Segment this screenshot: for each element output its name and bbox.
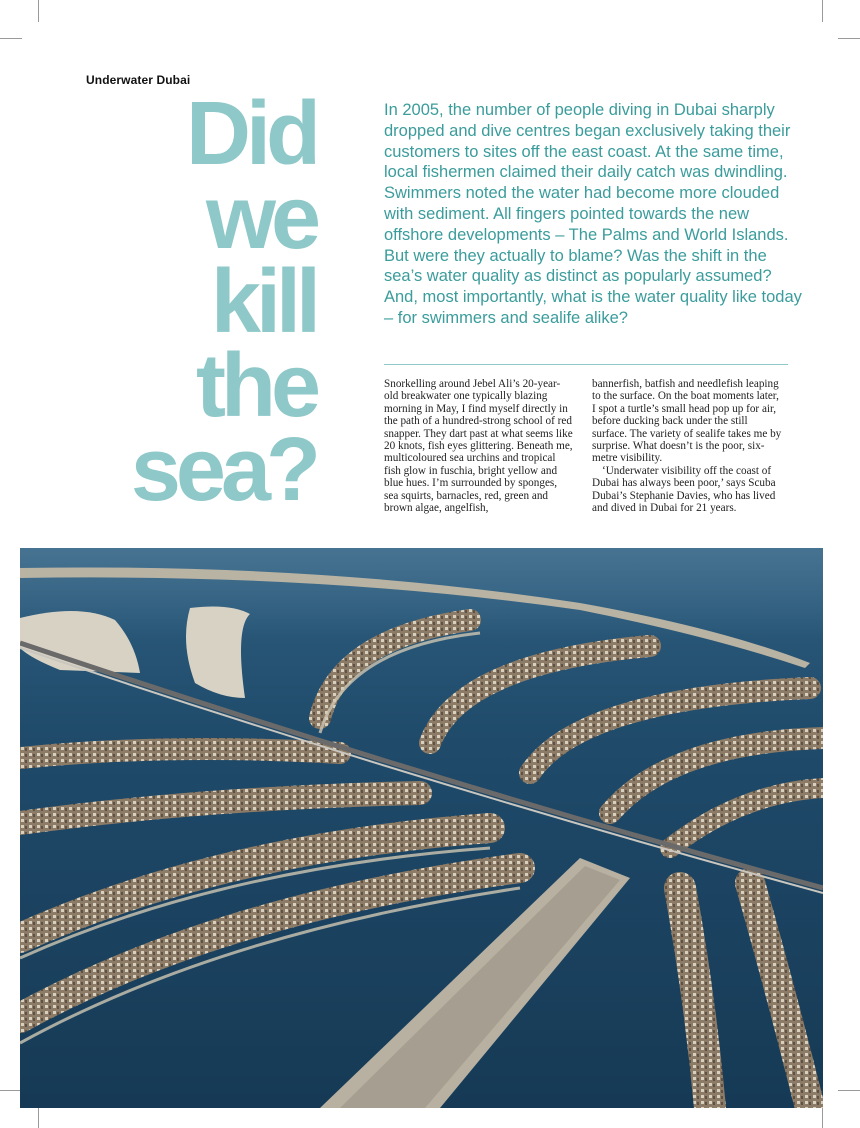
crop-mark [0,38,22,39]
standfirst: In 2005, the number of people diving in Dubai sharply dropped and dive centres began exclusively taking their customers to sites off the east coast. At the same time, local fishermen claimed their daily catch was dwindling. Swimmers noted the water had become more clouded with sediment. All fingers pointed towards the new offshore developments – The Palms and World Islands. But were they actually to blame? Was the shift in the sea’s water quality as distinct as popularly assumed? And, most importantly, what is the water quality like today – for swimmers and sealife alike? [384,101,802,327]
body-paragraph: Snorkelling around Jebel Ali’s 20-year-old breakwater one typically blazing morning in May, I find myself directly in the path of a hundred-strong school of red snapper. They dart past at what seems like 20 knots, fish eyes glittering. Beneath me, multicoloured sea urchins and tropical fish glow in fuschia, bright yellow and blue hues. I’m surrounded by sponges, sea squirts, barnacles, red, green and brown algae, angelfish, [384,378,573,515]
divider [384,364,788,365]
crop-mark [38,0,39,22]
headline-line: the [196,336,316,436]
headline-line: Did [186,84,316,184]
crop-mark [0,1090,22,1091]
headline-line: kill [210,252,316,352]
body-paragraph: ‘Underwater visibility off the coast of Dubai has always been poor,’ says Scuba Dubai’s Stephanie Davies, who has lived and dived in Dubai for 21 years. [592,464,776,515]
body-column-1 [384,378,574,514]
aerial-photo-palm-island [20,548,823,1108]
crop-mark [838,38,860,39]
crop-mark [838,1090,860,1091]
body-paragraph: bannerfish, batfish and needlefish leaping to the surface. On the boat moments later, I spot a turtle’s small head pop up for air, before ducking back under the still surface. The variety of sealife takes me by surprise. What doesn’t is the poor, six-metre visibility. [592,378,782,465]
headline [130,84,316,520]
crop-mark [822,1106,823,1128]
crop-mark [38,1106,39,1128]
body-column-2 [592,378,782,514]
section-label: Underwater Dubai [86,73,191,87]
headline-line: sea? [130,420,316,520]
crop-mark [822,0,823,22]
headline-line: we [205,168,316,268]
